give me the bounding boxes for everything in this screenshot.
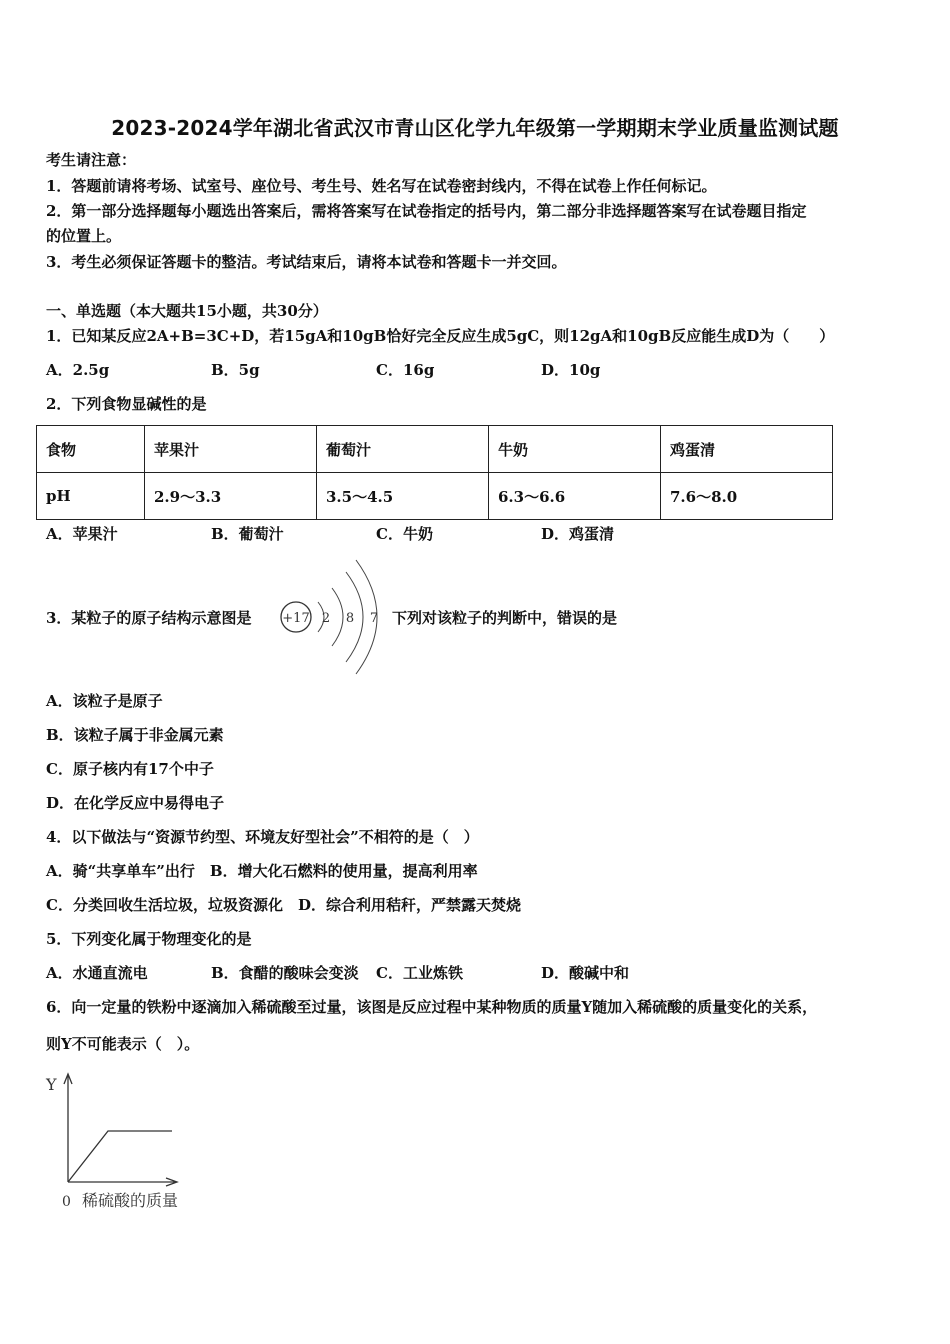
table-header-cell: 鸡蛋清: [661, 426, 833, 473]
y-axis-label: Y: [46, 1075, 57, 1094]
origin-label: 0: [62, 1194, 71, 1210]
table-cell: 7.6～8.0: [661, 473, 833, 520]
graph-curve: [68, 1131, 172, 1182]
q1-stem: 1．已知某反应2A+B=3C+D，若15gA和10gB恰好完全反应生成5gC，则12gA和10gB反应能生成D为（ ）: [46, 327, 835, 345]
electron-shell-2: [332, 588, 343, 646]
q1-option-d: D．10g: [541, 361, 601, 379]
page-title: 2023-2024学年湖北省武汉市青山区化学九年级第一学期期末学业质量监测试题: [111, 116, 839, 140]
q5-option-b: B．食醋的酸味会变淡: [211, 964, 359, 982]
table-header-cell: 苹果汁: [145, 426, 317, 473]
q5-option-c: C．工业炼铁: [376, 964, 463, 982]
shell-electrons-1: 2: [321, 611, 331, 626]
x-axis-label: 稀硫酸的质量: [82, 1191, 179, 1210]
q6-graph: [40, 1068, 210, 1218]
q4-stem: 4．以下做法与“资源节约型、环境友好型社会”不相符的是（ ）: [46, 828, 479, 846]
table-cell: 6.3～6.6: [489, 473, 661, 520]
ph-table: [36, 425, 833, 520]
notice-item-2: 2．第一部分选择题每小题选出答案后，需将答案写在试卷指定的括号内，第二部分非选择题答案写在试卷题目指定: [46, 202, 807, 220]
q3-option-c: C．原子核内有17个中子: [46, 760, 214, 778]
notice-item-3: 3．考生必须保证答题卡的整洁。考试结束后，请将本试卷和答题卡一并交回。: [46, 253, 567, 271]
nucleus-charge: +17: [282, 611, 310, 626]
shell-electrons-3: 7: [369, 611, 379, 626]
q6-stem-line-2: 则Y不可能表示（ ）。: [46, 1035, 200, 1053]
q1-option-c: C．16g: [376, 361, 435, 379]
q5-option-d: D．酸碱中和: [541, 964, 630, 982]
q5-option-a: A．水通直流电: [46, 964, 148, 982]
table-row: [37, 473, 833, 520]
q2-option-c: C．牛奶: [376, 525, 433, 543]
table-row: [37, 426, 833, 473]
table-cell: pH: [37, 473, 145, 520]
section-heading: 一、单选题（本大题共15小题，共30分）: [46, 302, 328, 320]
q2-option-b: B．葡萄汁: [211, 525, 284, 543]
q2-stem: 2．下列食物显碱性的是: [46, 395, 207, 413]
shell-electrons-2: 8: [345, 611, 355, 626]
table-header-cell: 葡萄汁: [317, 426, 489, 473]
notice-heading: 考生请注意：: [46, 151, 137, 169]
atomic-structure-diagram: [276, 558, 391, 676]
table-header-cell: 牛奶: [489, 426, 661, 473]
q3-option-a: A．该粒子是原子: [46, 692, 163, 710]
q1-option-b: B．5g: [211, 361, 260, 379]
table-cell: 2.9～3.3: [145, 473, 317, 520]
q3-stem-after: 下列对该粒子的判断中，错误的是: [392, 609, 618, 627]
q3-stem-before: 3．某粒子的原子结构示意图是: [46, 609, 252, 627]
table-cell: 3.5～4.5: [317, 473, 489, 520]
q4-options-row-1: A．骑“共享单车”出行 B．增大化石燃料的使用量，提高利用率: [46, 862, 478, 880]
q3-option-d: D．在化学反应中易得电子: [46, 794, 225, 812]
notice-item-2-cont: 的位置上。: [46, 227, 122, 245]
q6-stem-line-1: 6．向一定量的铁粉中逐滴加入稀硫酸至过量，该图是反应过程中某种物质的质量Y随加入稀硫酸的质量变化的关系，: [46, 998, 818, 1016]
q1-option-a: A．2.5g: [46, 361, 110, 379]
table-header-cell: 食物: [37, 426, 145, 473]
q2-option-a: A．苹果汁: [46, 525, 118, 543]
q2-option-d: D．鸡蛋清: [541, 525, 615, 543]
q3-option-b: B．该粒子属于非金属元素: [46, 726, 224, 744]
notice-item-1: 1．答题前请将考场、试室号、座位号、考生号、姓名写在试卷密封线内，不得在试卷上作任何标记。: [46, 177, 717, 195]
q4-options-row-2: C．分类回收生活垃圾，垃圾资源化 D．综合利用秸秆，严禁露天焚烧: [46, 896, 521, 914]
q5-stem: 5．下列变化属于物理变化的是: [46, 930, 252, 948]
